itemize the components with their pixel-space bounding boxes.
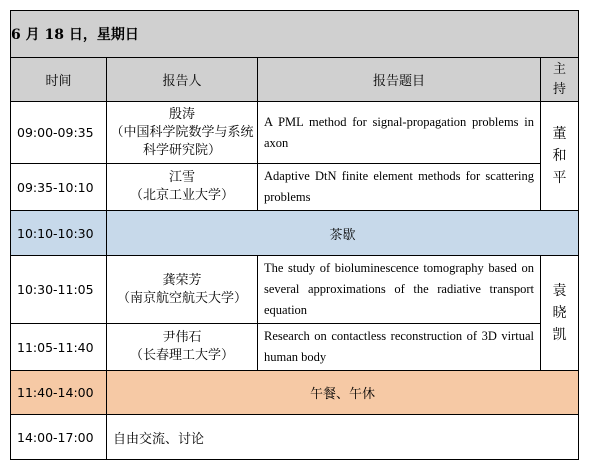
talk-title: The study of bioluminescence tomography based on several approximations of the radiative transport equation (258, 256, 541, 324)
speaker-affiliation: （南京航空航天大学） (116, 290, 247, 306)
talk-title: A PML method for signal-propagation problems in axon (258, 102, 541, 164)
speaker-cell (107, 164, 258, 211)
table-row (11, 102, 579, 164)
speaker-name: 殷涛 (168, 106, 195, 122)
header-chair (541, 58, 579, 102)
time-cell: 09:35-10:10 (11, 164, 107, 211)
chair-char: 平 (552, 170, 567, 186)
speaker-name: 尹伟石 (162, 330, 202, 345)
talk-title: Research on contactless reconstruction of 3D virtual human body (258, 324, 541, 371)
speaker-cell (107, 102, 258, 164)
day-title: 6 月 18 日，星期日 (11, 11, 579, 58)
time-cell: 14:00-17:00 (11, 415, 107, 460)
activity-label: 自由交流、讨论 (107, 415, 579, 460)
time-cell: 10:10-10:30 (11, 211, 107, 256)
break-label: 午餐、午休 (107, 371, 579, 415)
chair-char: 凯 (552, 327, 567, 343)
chair-cell (541, 102, 579, 211)
break-row-tea (11, 211, 579, 256)
header-speaker: 报告人 (107, 58, 258, 102)
speaker-affiliation: （长春理工大学） (129, 348, 234, 363)
time-cell: 11:05-11:40 (11, 324, 107, 371)
table-row (11, 164, 579, 211)
speaker-affiliation: （北京工业大学） (129, 188, 234, 203)
table-row (11, 256, 579, 324)
header-time: 时间 (11, 58, 107, 102)
header-title: 报告题目 (258, 58, 541, 102)
chair-char: 董 (552, 126, 567, 142)
speaker-name: 江雪 (168, 170, 195, 185)
talk-title: Adaptive DtN finite element methods for scattering problems (258, 164, 541, 211)
header-chair-label: 主持 (553, 61, 567, 97)
break-label: 茶歇 (107, 211, 579, 256)
time-cell: 10:30-11:05 (11, 256, 107, 324)
speaker-cell (107, 324, 258, 371)
column-header-row (11, 58, 579, 102)
chair-char: 和 (552, 148, 567, 164)
day-header-row (11, 11, 579, 58)
time-cell: 11:40-14:00 (11, 371, 107, 415)
break-row-lunch (11, 371, 579, 415)
speaker-name: 龚荣芳 (162, 272, 202, 288)
chair-cell (541, 256, 579, 371)
chair-char: 晓 (552, 305, 567, 321)
table-row (11, 324, 579, 371)
speaker-affiliation: （中国科学院数学与系统科学研究院） (110, 124, 254, 158)
time-cell: 09:00-09:35 (11, 102, 107, 164)
speaker-cell (107, 256, 258, 324)
table-row (11, 415, 579, 460)
schedule-table (10, 10, 579, 460)
chair-char: 袁 (552, 283, 567, 299)
